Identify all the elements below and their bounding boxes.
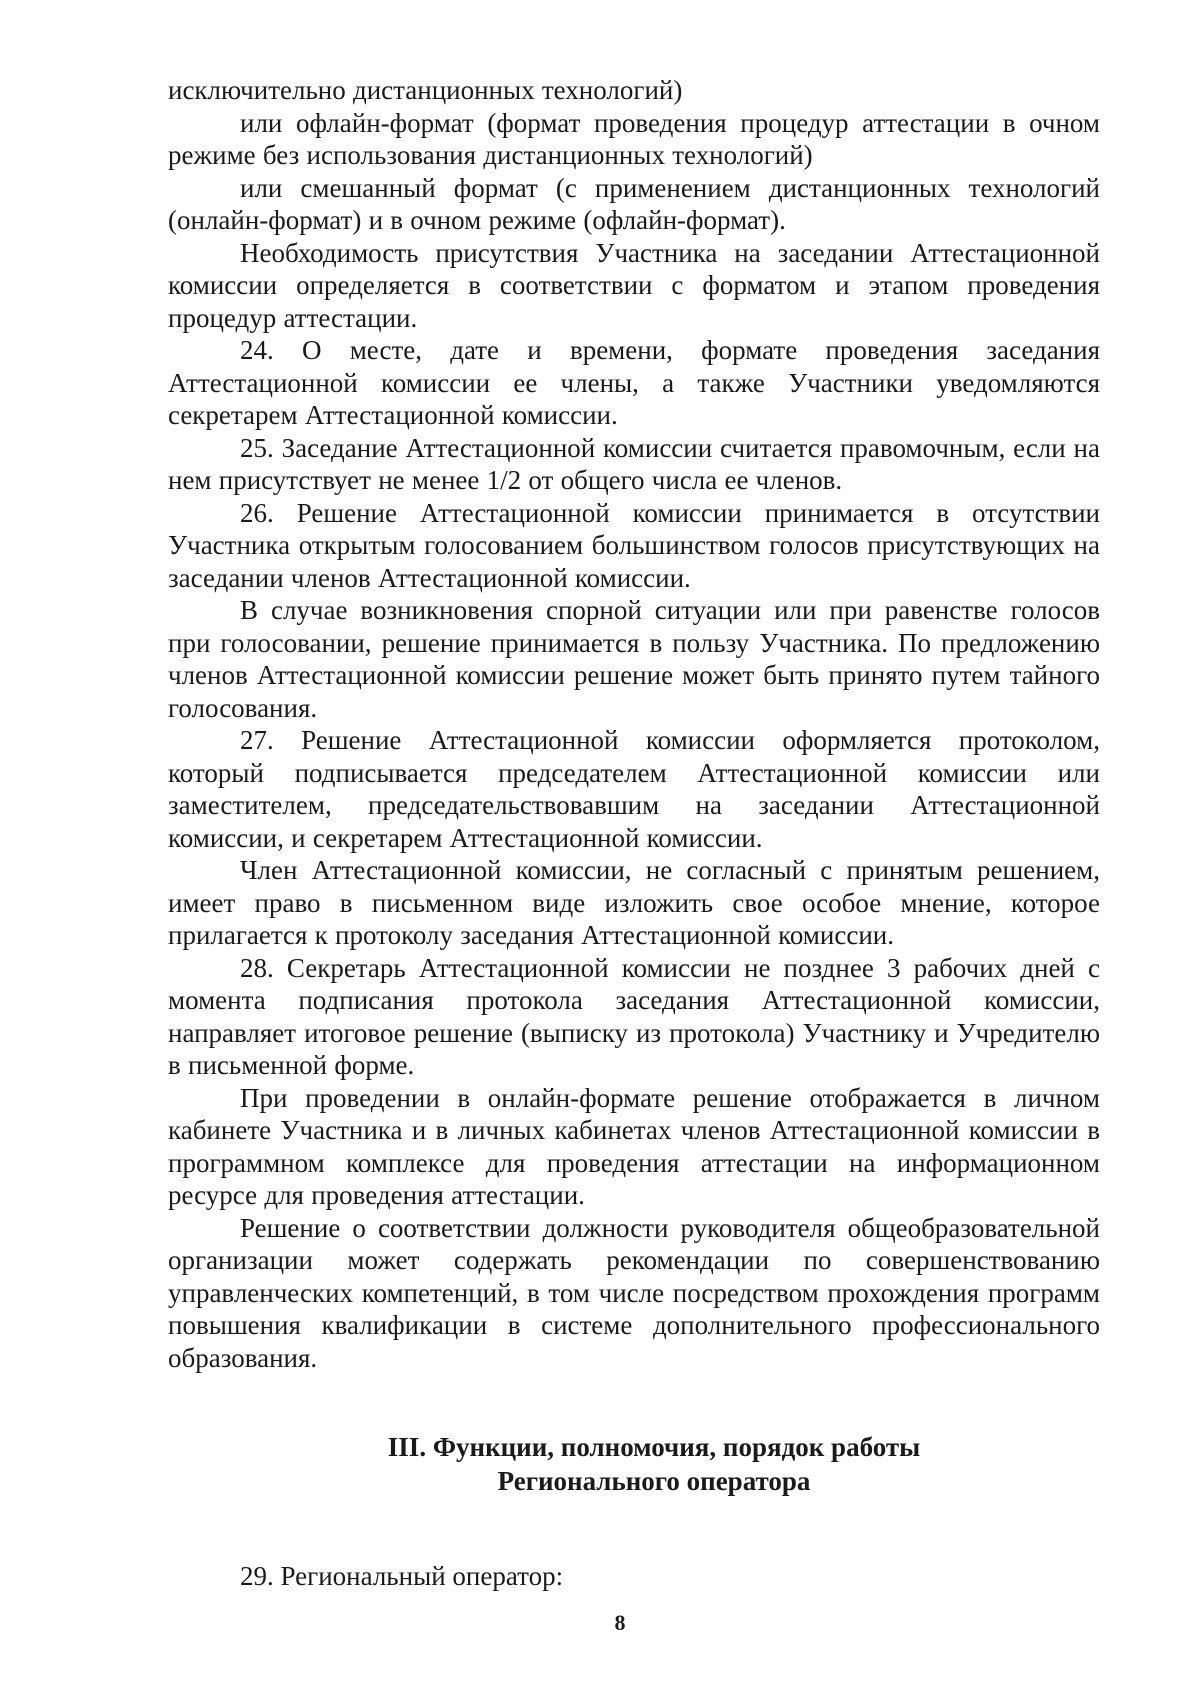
paragraph-item-28: 28. Секретарь Аттестационной комиссии не позднее 3 рабочих дней с момента подписания протокола заседания Аттестационной комиссии, направляет итоговое решение (выписку из протокола) Участнику и Учредителю в письменной форме. [168, 952, 1100, 1080]
document-body [168, 74, 1100, 1592]
page-number: 8 [614, 1610, 626, 1635]
paragraph-mixed-format: или смешанный формат (с применением дистанционных технологий (онлайн-формат) и в очном режиме (офлайн-формат). [168, 172, 1100, 235]
paragraph-online-decision: При проведении в онлайн-формате решение отображается в личном кабинете Участника и в личных кабинетах членов Аттестационной комиссии в программном комплексе для проведения аттестации на информационном ресурсе для проведения аттестации. [168, 1082, 1100, 1210]
paragraph-presence-requirement: Необходимость присутствия Участника на заседании Аттестационной комиссии определяется в соответствии с форматом и этапом проведения процедур аттестации. [168, 237, 1100, 333]
paragraph-item-29: 29. Региональный оператор: [240, 1561, 564, 1591]
paragraph-item-24: 24. О месте, дате и времени, формате проведения заседания Аттестационной комиссии ее члены, а также Участники уведомляются секретарем Аттестационной комиссии. [168, 335, 1100, 430]
section-heading [168, 1430, 1100, 1498]
section-heading-line-2: Регионального оператора [497, 1466, 811, 1496]
paragraph-offline-format: или офлайн-формат (формат проведения процедур аттестации в очном режиме без использования дистанционных технологий) [168, 107, 1100, 170]
paragraph-dispute-case: В случае возникновения спорной ситуации или при равенстве голосов при голосовании, решение принимается в пользу Участника. По предложению членов Аттестационной комиссии решение может быть принято путем тайного голосования. [168, 595, 1100, 723]
paragraph-recommendations: Решение о соответствии должности руководителя общеобразовательной организации может содержать рекомендации по совершенствованию управленческих компетенций, в том числе посредством прохождения программ повышения квалификации в системе дополнительного профессионального образования. [168, 1212, 1100, 1373]
paragraph-item-26: 26. Решение Аттестационной комиссии принимается в отсутствии Участника открытым голосованием большинством голосов присутствующих на заседании членов Аттестационной комиссии. [168, 497, 1100, 593]
paragraph-continuation: исключительно дистанционных технологий) [168, 75, 683, 105]
paragraph-item-25: 25. Заседание Аттестационной комиссии считается правомочным, если на нем присутствует не менее 1/2 от общего числа ее членов. [168, 432, 1100, 495]
paragraph-item-27: 27. Решение Аттестационной комиссии оформляется протоколом, который подписывается председателем Аттестационной комиссии или заместителем, председательствовавшим на заседании Аттестационной комиссии, и секретарем Аттестационной комиссии. [168, 725, 1100, 853]
section-heading-line-1: III. Функции, полномочия, порядок работы [387, 1432, 921, 1462]
paragraph-dissenting-opinion: Член Аттестационной комиссии, не согласный с принятым решением, имеет право в письменном виде изложить свое особое мнение, которое прилагается к протоколу заседания Аттестационной комиссии. [168, 855, 1100, 950]
